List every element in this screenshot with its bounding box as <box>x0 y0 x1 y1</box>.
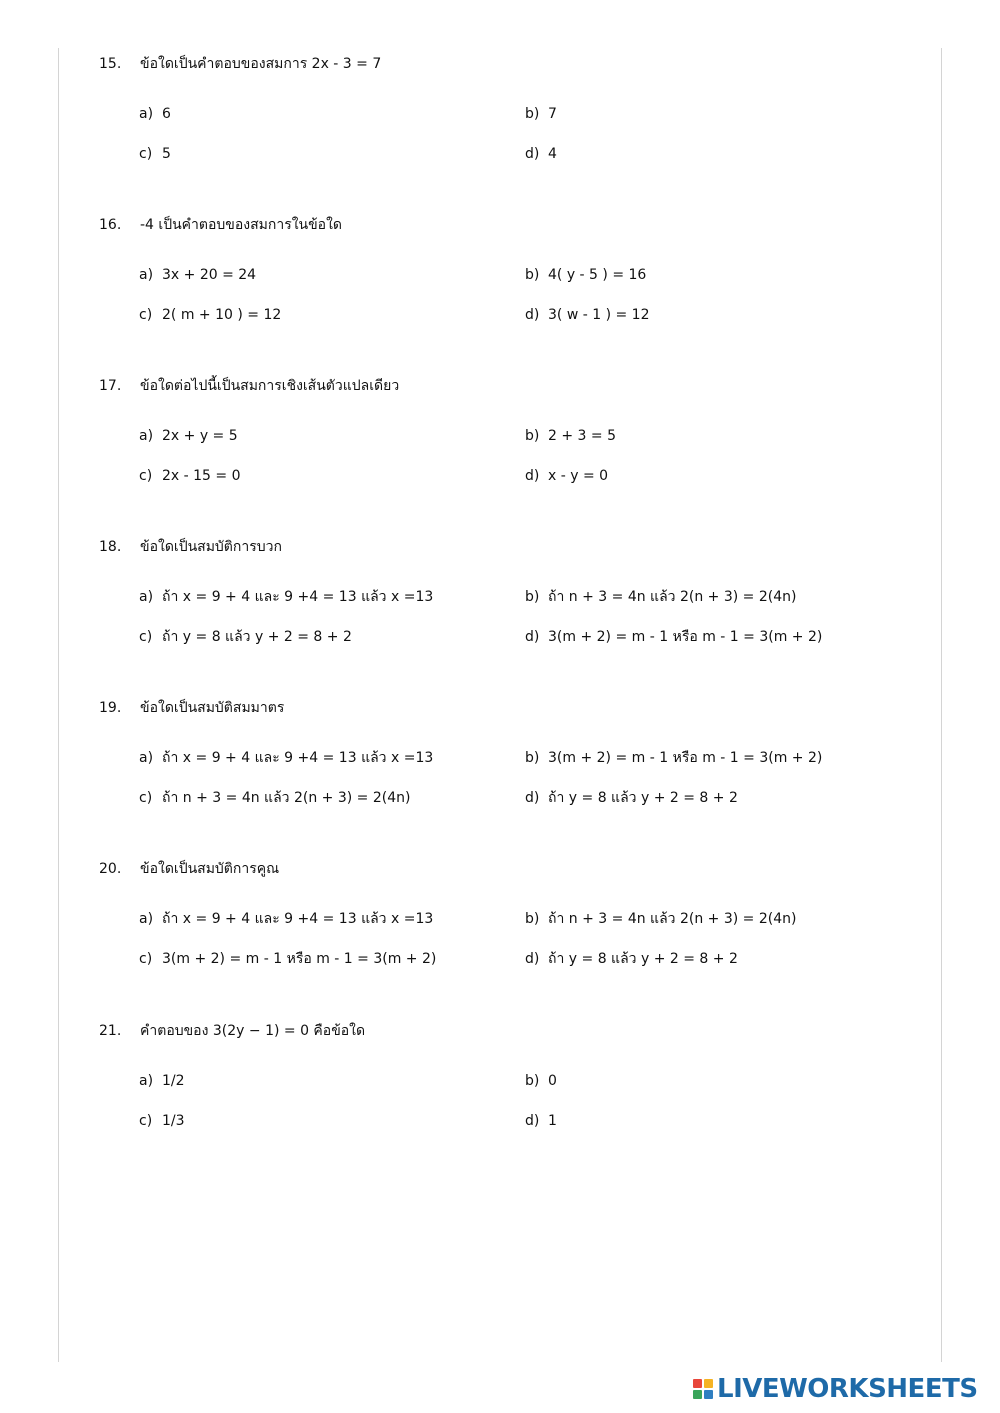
option-letter: d) <box>525 951 540 967</box>
option-text: ถ้า n + 3 = 4n แล้ว 2(n + 3) = 2(4n) <box>548 589 797 605</box>
option-c[interactable] <box>139 628 352 646</box>
option-c[interactable] <box>139 1112 185 1130</box>
option-text: 3(m + 2) = m - 1 หรือ m - 1 = 3(m + 2) <box>548 629 823 645</box>
option-text: ถ้า y = 8 แล้ว y + 2 = 8 + 2 <box>548 790 738 806</box>
logo-tile-blue <box>704 1390 713 1399</box>
option-text: ถ้า x = 9 + 4 และ 9 +4 = 13 แล้ว x =13 <box>162 589 434 605</box>
option-a[interactable] <box>139 749 433 767</box>
question-number: 21. <box>99 1023 122 1039</box>
option-text: 5 <box>162 146 171 162</box>
question-number: 15. <box>99 56 122 72</box>
question-text: -4 เป็นคำตอบของสมการในข้อใด <box>140 217 343 233</box>
option-letter: d) <box>525 790 540 806</box>
option-a[interactable] <box>139 266 256 284</box>
option-d[interactable] <box>525 950 738 968</box>
question-number: 17. <box>99 378 122 394</box>
option-text: ถ้า x = 9 + 4 และ 9 +4 = 13 แล้ว x =13 <box>162 911 434 927</box>
question-15 <box>0 55 1000 205</box>
option-text: 2x + y = 5 <box>162 428 238 444</box>
option-b[interactable] <box>525 266 646 284</box>
option-text: x - y = 0 <box>548 468 609 484</box>
question-text: ข้อใดต่อไปนี้เป็นสมการเชิงเส้นตัวแปลเดียว <box>140 378 400 394</box>
option-d[interactable] <box>525 789 738 807</box>
option-letter: c) <box>139 951 153 967</box>
option-letter: b) <box>525 1073 540 1089</box>
option-b[interactable] <box>525 1072 557 1090</box>
question-20 <box>0 860 1000 1010</box>
option-c[interactable] <box>139 467 241 485</box>
question-18 <box>0 538 1000 688</box>
option-letter: b) <box>525 428 540 444</box>
question-text: คำตอบของ 3(2y − 1) = 0 คือข้อใด <box>140 1023 366 1039</box>
option-a[interactable] <box>139 105 171 123</box>
option-b[interactable] <box>525 588 796 606</box>
option-a[interactable] <box>139 427 238 445</box>
logo-tile-red <box>693 1379 702 1388</box>
option-letter: a) <box>139 750 154 766</box>
option-text: ถ้า x = 9 + 4 และ 9 +4 = 13 แล้ว x =13 <box>162 750 434 766</box>
option-text: 3(m + 2) = m - 1 หรือ m - 1 = 3(m + 2) <box>548 750 823 766</box>
question-number: 16. <box>99 217 122 233</box>
question-21 <box>0 1022 1000 1172</box>
option-d[interactable] <box>525 628 822 646</box>
option-a[interactable] <box>139 910 433 928</box>
option-c[interactable] <box>139 306 281 324</box>
option-b[interactable] <box>525 749 822 767</box>
question-16 <box>0 216 1000 366</box>
liveworksheets-logo-icon <box>693 1379 713 1399</box>
option-text: 2( m + 10 ) = 12 <box>162 307 282 323</box>
option-text: 1/3 <box>162 1113 185 1129</box>
option-letter: c) <box>139 1113 153 1129</box>
option-text: 3(m + 2) = m - 1 หรือ m - 1 = 3(m + 2) <box>162 951 437 967</box>
option-c[interactable] <box>139 145 171 163</box>
question-number: 19. <box>99 700 122 716</box>
option-c[interactable] <box>139 789 410 807</box>
option-text: 4( y - 5 ) = 16 <box>548 267 647 283</box>
option-letter: c) <box>139 790 153 806</box>
logo-tile-green <box>693 1390 702 1399</box>
option-d[interactable] <box>525 467 608 485</box>
option-letter: c) <box>139 307 153 323</box>
option-text: 2 + 3 = 5 <box>548 428 616 444</box>
option-letter: b) <box>525 106 540 122</box>
option-text: 7 <box>548 106 557 122</box>
option-letter: b) <box>525 589 540 605</box>
option-text: ถ้า n + 3 = 4n แล้ว 2(n + 3) = 2(4n) <box>548 911 797 927</box>
option-text: ถ้า y = 8 แล้ว y + 2 = 8 + 2 <box>548 951 738 967</box>
option-a[interactable] <box>139 1072 185 1090</box>
liveworksheets-brand[interactable] <box>693 1373 978 1405</box>
option-letter: d) <box>525 1113 540 1129</box>
option-letter: a) <box>139 428 154 444</box>
option-text: ถ้า y = 8 แล้ว y + 2 = 8 + 2 <box>162 629 352 645</box>
option-letter: c) <box>139 146 153 162</box>
option-letter: b) <box>525 267 540 283</box>
question-number: 18. <box>99 539 122 555</box>
question-19 <box>0 699 1000 849</box>
option-text: 2x - 15 = 0 <box>162 468 241 484</box>
brand-name: LIVEWORKSHEETS <box>717 1374 978 1404</box>
option-b[interactable] <box>525 910 796 928</box>
option-text: ถ้า n + 3 = 4n แล้ว 2(n + 3) = 2(4n) <box>162 790 411 806</box>
question-text: ข้อใดเป็นสมบัติการคูณ <box>140 861 280 877</box>
option-d[interactable] <box>525 145 557 163</box>
option-letter: a) <box>139 911 154 927</box>
option-text: 3x + 20 = 24 <box>162 267 257 283</box>
question-text: ข้อใดเป็นสมบัติการบวก <box>140 539 282 555</box>
option-letter: c) <box>139 468 153 484</box>
question-17 <box>0 377 1000 527</box>
option-text: 1/2 <box>162 1073 185 1089</box>
option-d[interactable] <box>525 1112 557 1130</box>
option-text: 4 <box>548 146 557 162</box>
option-text: 0 <box>548 1073 557 1089</box>
option-letter: a) <box>139 1073 154 1089</box>
option-text: 6 <box>162 106 171 122</box>
option-b[interactable] <box>525 427 616 445</box>
option-letter: d) <box>525 468 540 484</box>
option-a[interactable] <box>139 588 433 606</box>
option-letter: a) <box>139 106 154 122</box>
option-letter: d) <box>525 629 540 645</box>
option-letter: b) <box>525 750 540 766</box>
option-letter: b) <box>525 911 540 927</box>
option-letter: d) <box>525 146 540 162</box>
option-letter: c) <box>139 629 153 645</box>
option-text: 1 <box>548 1113 557 1129</box>
question-text: ข้อใดเป็นสมบัติสมมาตร <box>140 700 285 716</box>
option-letter: d) <box>525 307 540 323</box>
option-text: 3( w - 1 ) = 12 <box>548 307 650 323</box>
logo-tile-yellow <box>704 1379 713 1388</box>
option-b[interactable] <box>525 105 557 123</box>
option-c[interactable] <box>139 950 436 968</box>
option-d[interactable] <box>525 306 650 324</box>
question-text: ข้อใดเป็นคำตอบของสมการ 2x - 3 = 7 <box>140 56 382 72</box>
option-letter: a) <box>139 589 154 605</box>
question-number: 20. <box>99 861 122 877</box>
option-letter: a) <box>139 267 154 283</box>
